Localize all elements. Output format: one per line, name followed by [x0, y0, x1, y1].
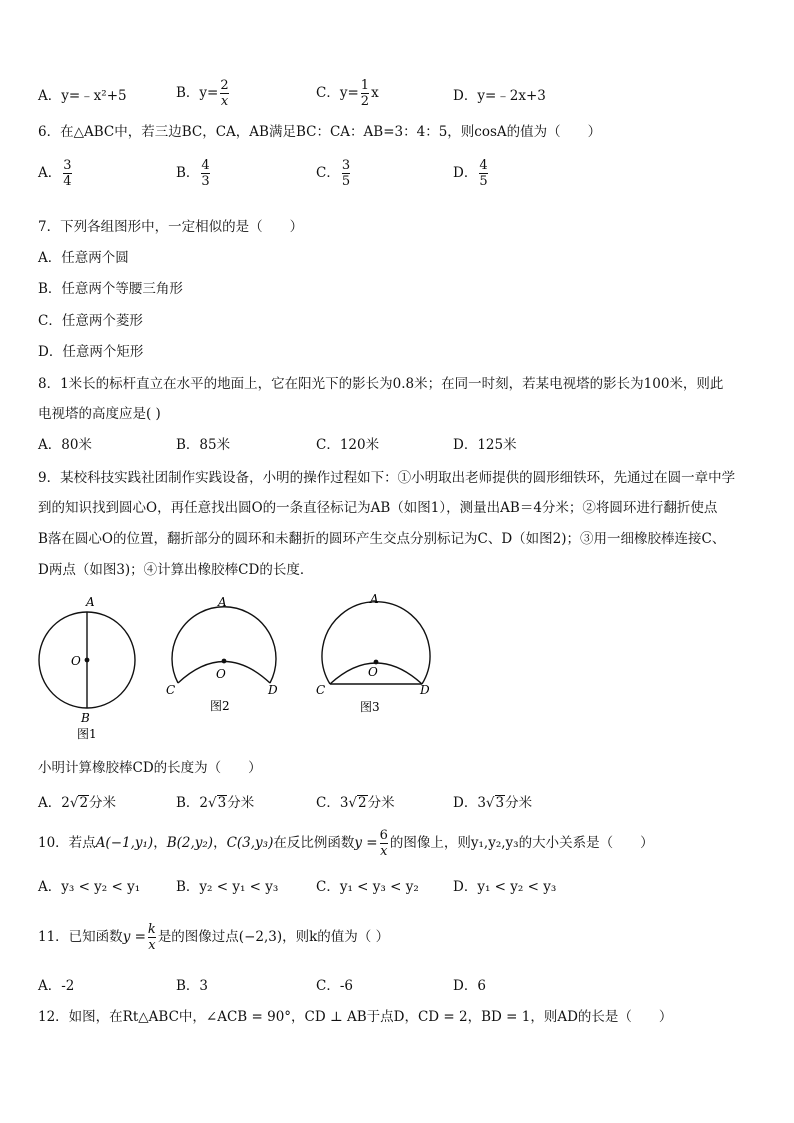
q11-option-c: C．-6 — [316, 978, 353, 994]
q11-option-b: B．3 — [176, 978, 209, 994]
q8-option-b: B．85米 — [176, 437, 231, 453]
figure-1 — [39, 595, 135, 741]
q9-option-b: B．2√3分米 — [176, 795, 255, 811]
fig3-center-dot — [374, 660, 379, 665]
q9-option-d: D．3√3分米 — [453, 795, 533, 811]
q9-option-a: A．2√2分米 — [38, 795, 117, 811]
fig2-label-a: A — [218, 595, 227, 609]
fig1-label-o: O — [71, 654, 81, 668]
q5-option-c: C．y= $\frac{1}{2}$ x — [316, 78, 379, 109]
q6-option-b: B． $\frac{4}{3}$ — [176, 158, 210, 189]
q7-option-b: B．任意两个等腰三角形 — [38, 281, 183, 297]
q7-option-c: C．任意两个菱形 — [38, 313, 143, 329]
fig1-label-a: A — [86, 595, 95, 609]
q9-stem-line3: B落在圆心O的位置，翻折部分的圆环和未翻折的圆环产生交点分别标记为C、D（如图2)；③用一细橡胶棒连接C、 — [38, 531, 726, 547]
q6-option-a: A． $\frac{3}{4}$ — [38, 158, 72, 189]
q8-stem-line2: 电视塔的高度应是( ) — [38, 406, 161, 422]
q9-option-c: C．3√2分米 — [316, 795, 395, 811]
q7-option-d: D．任意两个矩形 — [38, 344, 144, 360]
fig2-label-d: D — [268, 683, 278, 697]
fig3-label-a: A — [370, 592, 379, 606]
q8-option-d: D．125米 — [453, 437, 517, 453]
q9-stem-line1: 9．某校科技实践社团制作实践设备，小明的操作过程如下：①小明取出老师提供的圆形细铁环，先通过在圆一章中学 — [38, 470, 736, 486]
fig3-label-o: O — [368, 665, 378, 679]
fig3-caption: 图3 — [360, 700, 380, 714]
q7-stem: 7．下列各组图形中，一定相似的是（ ） — [38, 219, 304, 235]
fig3-label-d: D — [420, 683, 430, 697]
q9-figures — [30, 592, 450, 752]
q6-option-c: C． $\frac{3}{5}$ — [316, 158, 351, 189]
q9-stem-line2: 到的知识找到圆心O，再任意找出圆O的一条直径标记为AB（如图1），测量出AB＝4分米；②将圆环进行翻折使点 — [38, 500, 718, 516]
fig1-caption: 图1 — [77, 727, 97, 741]
q9-stem-line4: D两点（如图3)；④计算出橡胶棒CD的长度． — [38, 562, 314, 578]
q12-stem: 12．如图，在Rt△ABC中，∠ACB = 90°，CD ⊥ AB于点D，CD = 2，BD = 1，则AD的长是（ ） — [38, 1009, 673, 1025]
q11-option-d: D．6 — [453, 978, 486, 994]
q10-stem: 10．若点A(−1,y₁)，B(2,y₂)，C(3,y₃)在反比例函数y = $\frac{6}{x}$ 的图像上，则y₁,y₂,y₃的大小关系是（ ） — [38, 828, 654, 859]
q8-option-a: A．80米 — [38, 437, 92, 453]
figure-3 — [316, 592, 430, 714]
q8-option-c: C．120米 — [316, 437, 380, 453]
fig3-label-c: C — [316, 683, 326, 697]
q5-option-d: D．y=﹣2x+3 — [453, 88, 546, 104]
q9-question: 小明计算橡胶棒CD的长度为（ ） — [38, 760, 262, 776]
fig2-center-dot — [222, 659, 227, 664]
q6-option-d: D． $\frac{4}{5}$ — [453, 158, 488, 189]
q10-option-c: C．y₁ < y₃ < y₂ — [316, 879, 419, 895]
fig2-label-o: O — [216, 667, 226, 681]
figure-2 — [166, 595, 278, 713]
q11-option-a: A．-2 — [38, 978, 75, 994]
q7-option-a: A．任意两个圆 — [38, 250, 129, 266]
fig1-center-dot — [85, 658, 90, 663]
q10-option-d: D．y₁ < y₂ < y₃ — [453, 879, 557, 895]
q10-option-b: B．y₂ < y₁ < y₃ — [176, 879, 279, 895]
q6-stem: 6．在△ABC中，若三边BC，CA，AB满足BC：CA：AB=3：4：5，则cosA的值为（ ） — [38, 124, 602, 140]
q5-option-a: A．y=﹣x²+5 — [38, 88, 127, 104]
fig1-label-b: B — [81, 711, 90, 725]
fig2-label-c: C — [166, 683, 176, 697]
q5-option-b: B．y= $\frac{2}{x}$ — [176, 78, 229, 109]
q10-option-a: A．y₃ < y₂ < y₁ — [38, 879, 141, 895]
q11-stem: 11．已知函数y = $\frac{k}{x}$ 是的图像过点(−2,3)，则k的值为（ ） — [38, 922, 390, 953]
fig2-caption: 图2 — [210, 699, 230, 713]
q8-stem-line1: 8．1米长的标杆直立在水平的地面上，它在阳光下的影长为0.8米；在同一时刻，若某电视塔的影长为100米，则此 — [38, 376, 724, 392]
